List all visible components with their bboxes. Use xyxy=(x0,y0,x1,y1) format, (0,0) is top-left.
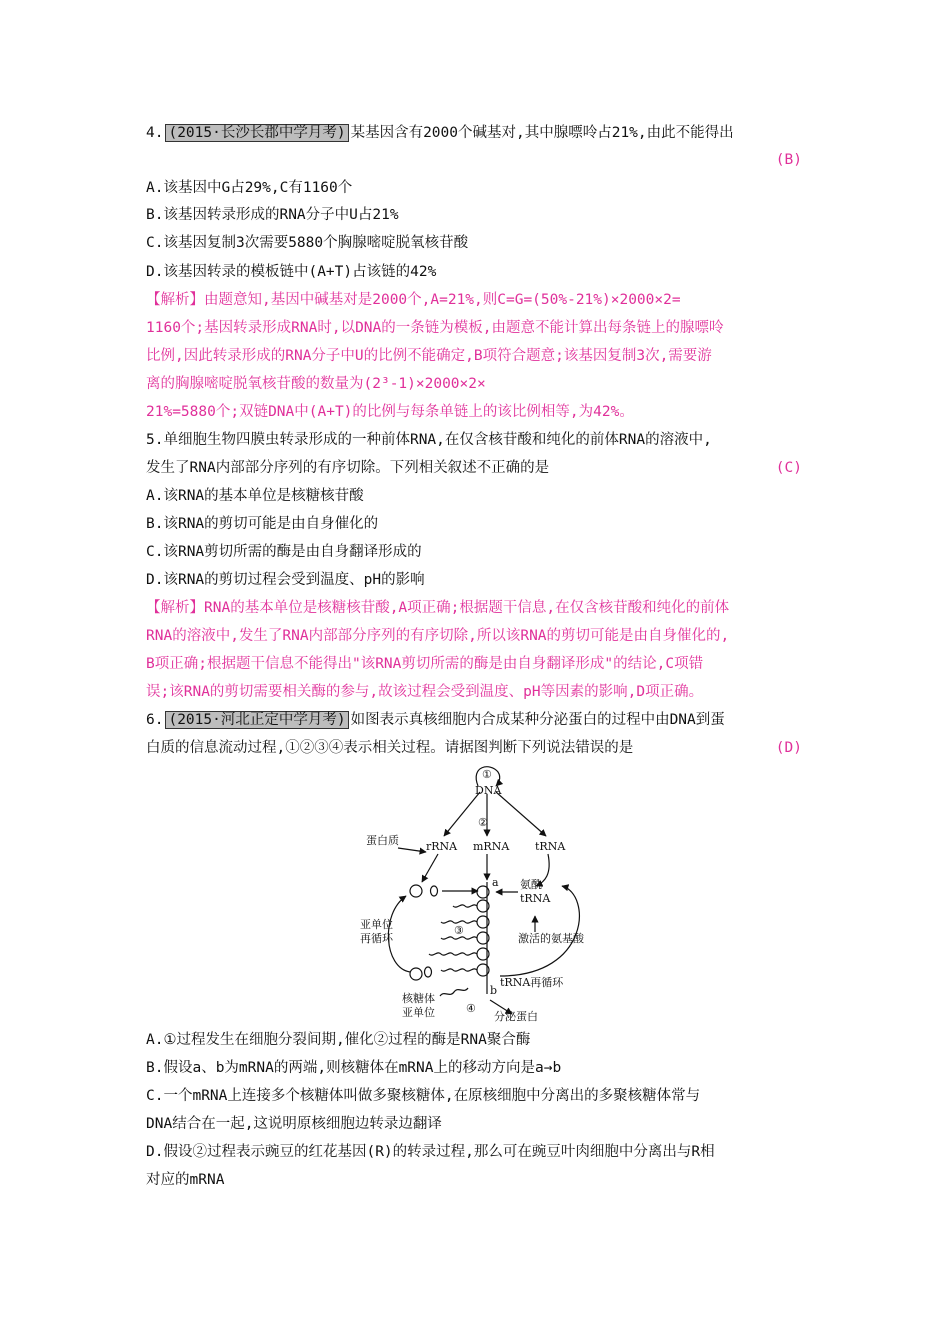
polypeptide-chain xyxy=(441,921,477,923)
arrow-rrna-to-subunits xyxy=(422,854,438,882)
q5-analysis-line: RNA的溶液中,发生了RNA内部部分序列的有序切除,所以该RNA的剪切可能是由自身催化的, xyxy=(146,628,730,644)
q4-analysis-line: 21%=5880个;双链DNA中(A+T)的比例与每条单链上的该比例相等,为42%。 xyxy=(146,404,634,420)
q6-stem-line2: 白质的信息流动过程,①②③④表示相关过程。请据图判断下列说法错误的是 xyxy=(146,740,634,756)
q5-option-a: A.该RNA的基本单位是核糖核苷酸 xyxy=(146,488,364,504)
q5-analysis-line: B项正确;根据题干信息不能得出"该RNA剪切所需的酶是由自身翻译形成"的结论,C项错 xyxy=(146,656,704,672)
arrow-dna-to-rrna xyxy=(444,792,480,836)
label-p3: ③ xyxy=(454,924,464,937)
label-protein: 蛋白质 xyxy=(366,834,399,847)
q6-option-d-cont: 对应的mRNA xyxy=(146,1172,225,1188)
q4-option-b: B.该基因转录形成的RNA分子中U占21% xyxy=(146,207,399,223)
label-rrna: rRNA xyxy=(426,840,458,853)
q4-analysis-line: 【解析】由题意知,基因中碱基对是2000个,A=21%,则C=G=(50%-21%)×2000×2= xyxy=(146,292,681,308)
label-ribosome-subunit: 核糖体 xyxy=(402,992,435,1005)
arrow-to-secreted-protein xyxy=(440,988,468,996)
label-trna-recycle: tRNA再循环 xyxy=(500,976,564,989)
q6-option-b: B.假设a、b为mRNA的两端,则核糖体在mRNA上的移动方向是a→b xyxy=(146,1060,562,1076)
label-aminoacyl-trna: tRNA xyxy=(520,892,551,905)
q6-number: 6. xyxy=(146,712,164,728)
ribosome-small-subunit xyxy=(425,967,432,977)
polypeptide-chain xyxy=(441,969,477,971)
q6-option-c-cont: DNA结合在一起,这说明原核细胞边转录边翻译 xyxy=(146,1116,442,1132)
q4-option-a: A.该基因中G占29%,C有1160个 xyxy=(146,180,353,196)
ribosome-large-subunit xyxy=(410,968,422,980)
label-ribosome-subunit: 亚单位 xyxy=(402,1006,435,1019)
polypeptide-chain xyxy=(429,953,477,955)
label-activated-aa: 激活的氨基酸 xyxy=(518,932,584,945)
label-trna: tRNA xyxy=(535,840,566,853)
q5-option-c: C.该RNA剪切所需的酶是由自身翻译形成的 xyxy=(146,544,422,560)
q5-stem-line2: 发生了RNA内部部分序列的有序切除。下列相关叙述不正确的是 xyxy=(146,460,550,476)
q4-option-c: C.该基因复制3次需要5880个胸腺嘧啶脱氧核苷酸 xyxy=(146,235,469,251)
q6-answer: (D) xyxy=(775,740,802,756)
q6-stem-line1 xyxy=(146,710,725,730)
label-p1: ① xyxy=(482,768,492,781)
q4-analysis-line: 比例,因此转录形成的RNA分子中U的比例不能确定,B项符合题意;该基因复制3次,需要游 xyxy=(146,348,712,364)
q6-option-d: D.假设②过程表示豌豆的红花基因(R)的转录过程,那么可在豌豆叶肉细胞中分离出与R相 xyxy=(146,1144,715,1160)
q5-answer: (C) xyxy=(775,460,802,476)
q4-option-d: D.该基因转录的模板链中(A+T)占该链的42% xyxy=(146,264,437,280)
q5-stem-line1: 5.单细胞生物四膜虫转录形成的一种前体RNA,在仅含核苷酸和纯化的前体RNA的溶液中, xyxy=(146,432,712,448)
label-p4: ④ xyxy=(466,1002,476,1015)
q5-analysis-line: 误;该RNA的剪切需要相关酶的参与,故该过程会受到温度、pH等因素的影响,D项正确。 xyxy=(146,684,704,700)
q4-source-tag: (2015·长沙长郡中学月考) xyxy=(165,124,348,142)
q4-number: 4. xyxy=(146,125,164,141)
label-a: a xyxy=(492,876,499,889)
q4-stem-text: 某基因含有2000个碱基对,其中腺嘌呤占21%,由此不能得出 xyxy=(350,125,734,141)
q6-option-c: C.一个mRNA上连接多个核糖体叫做多聚核糖体,在原核细胞中分离出的多聚核糖体常与 xyxy=(146,1088,701,1104)
arrow-dna-to-trna xyxy=(496,792,546,836)
gene-expression-diagram xyxy=(340,764,610,1026)
polypeptide-chain xyxy=(453,905,477,907)
label-b: b xyxy=(490,984,498,997)
q6-option-a: A.①过程发生在细胞分裂间期,催化②过程的酶是RNA聚合酶 xyxy=(146,1032,531,1048)
label-secreted-protein: 分泌蛋白 xyxy=(494,1010,538,1023)
q5-option-b: B.该RNA的剪切可能是由自身催化的 xyxy=(146,516,379,532)
q4-answer: (B) xyxy=(775,152,802,168)
q4-analysis-line: 离的胸腺嘧啶脱氧核苷酸的数量为(2³-1)×2000×2× xyxy=(146,376,486,392)
arrow-protein-to-rrna xyxy=(398,848,426,852)
q5-analysis-line: 【解析】RNA的基本单位是核糖核苷酸,A项正确;根据题干信息,在仅含核苷酸和纯化的前体 xyxy=(146,600,730,616)
label-p2: ② xyxy=(478,816,488,829)
q6-stem-text: 如图表示真核细胞内合成某种分泌蛋白的过程中由DNA到蛋 xyxy=(350,712,725,728)
label-mrna: mRNA xyxy=(473,840,510,853)
q4-stem xyxy=(146,123,734,143)
label-aminoacyl: 氨酰 xyxy=(520,878,542,891)
q6-source-tag: (2015·河北正定中学月考) xyxy=(165,711,348,729)
q5-option-d: D.该RNA的剪切过程会受到温度、pH的影响 xyxy=(146,572,425,588)
label-dna: DNA xyxy=(475,784,502,797)
ribosome-large-subunit xyxy=(410,885,422,897)
ribosome-small-subunit xyxy=(431,886,438,896)
label-subunit-recycle: 再循环 xyxy=(360,932,393,945)
label-subunit-recycle: 亚单位 xyxy=(360,918,393,931)
polypeptide-chain xyxy=(441,937,477,939)
q4-analysis-line: 1160个;基因转录形成RNA时,以DNA的一条链为模板,由题意不能计算出每条链上的腺嘌呤 xyxy=(146,320,724,336)
